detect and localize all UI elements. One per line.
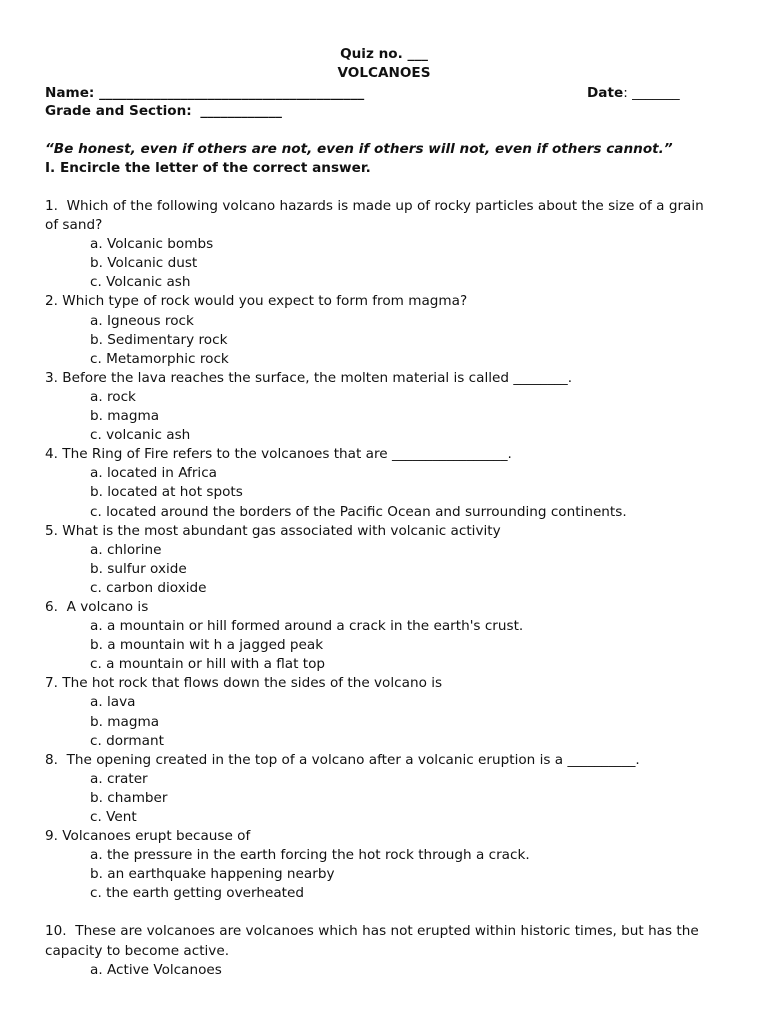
answer-option[interactable]: c. carbon dioxide: [90, 579, 207, 596]
question-item: [45, 827, 735, 903]
answer-option[interactable]: b. a mountain wit h a jagged peak: [90, 637, 324, 654]
question-item: [45, 522, 735, 598]
question-stem: 3. Before the lava reaches the surface, the molten material is called ________.: [45, 369, 573, 386]
answer-option[interactable]: c. located around the borders of the Pacific Ocean and surrounding continents.: [90, 503, 627, 520]
answer-option[interactable]: a. located in Africa: [90, 465, 217, 482]
quiz-topic-title: VOLCANOES: [337, 65, 431, 81]
answer-option[interactable]: a. Volcanic bombs: [90, 236, 214, 253]
answer-option[interactable]: c. dormant: [90, 732, 164, 749]
question-item: [45, 903, 735, 979]
date-blank: : _______: [623, 85, 680, 101]
question-stem: 10. These are volcanoes are volcanoes which has not erupted within historic times, but has the: [45, 923, 699, 940]
answer-option[interactable]: a. a mountain or hill formed around a crack in the earth's crust.: [90, 618, 524, 635]
grade-section-label: Grade and Section:: [45, 103, 192, 119]
answer-option[interactable]: a. chlorine: [90, 541, 162, 558]
section-instruction: I. Encircle the letter of the correct answer.: [45, 160, 371, 176]
answer-option[interactable]: c. a mountain or hill with a flat top: [90, 656, 326, 673]
question-list: [45, 197, 735, 980]
question-stem: of sand?: [45, 217, 103, 234]
answer-option[interactable]: a. lava: [90, 694, 136, 711]
question-stem: 5. What is the most abundant gas associated with volcanic activity: [45, 522, 501, 539]
quiz-number-label: Quiz no. ___: [340, 46, 428, 62]
question-stem: 6. A volcano is: [45, 598, 149, 615]
question-item: [45, 445, 735, 521]
answer-option[interactable]: b. magma: [90, 408, 160, 425]
question-item: [45, 598, 735, 674]
answer-option[interactable]: c. Metamorphic rock: [90, 350, 229, 367]
answer-option[interactable]: c. Volcanic ash: [90, 274, 191, 291]
answer-option[interactable]: b. Sedimentary rock: [90, 331, 228, 348]
grade-section-blank-line: ____________: [200, 103, 282, 119]
answer-option[interactable]: c. the earth getting overheated: [90, 885, 304, 902]
date-label: Date: [587, 85, 624, 101]
answer-option[interactable]: c. Vent: [90, 809, 137, 825]
answer-option[interactable]: b. Volcanic dust: [90, 255, 198, 272]
question-item: [45, 292, 735, 368]
answer-option[interactable]: b. an earthquake happening nearby: [90, 866, 335, 883]
answer-option[interactable]: a. the pressure in the earth forcing the hot rock through a crack.: [90, 847, 530, 864]
question-spacer: [45, 903, 735, 922]
question-stem: 8. The opening created in the top of a volcano after a volcanic eruption is a __________.: [45, 751, 640, 768]
question-stem: 1. Which of the following volcano hazards is made up of rocky particles about the size of a grain: [45, 198, 704, 214]
answer-option[interactable]: b. magma: [90, 713, 160, 730]
question-item: [45, 197, 735, 292]
answer-option[interactable]: b. chamber: [90, 789, 168, 806]
date-field: [587, 84, 680, 102]
answer-option[interactable]: a. rock: [90, 388, 136, 405]
question-stem: capacity to become active.: [45, 942, 230, 959]
question-item: [45, 751, 735, 827]
answer-option[interactable]: c. volcanic ash: [90, 427, 191, 444]
question-stem: 9. Volcanoes erupt because of: [45, 828, 251, 845]
name-field-label: Name: _______________________________________: [45, 85, 365, 101]
answer-option[interactable]: b. located at hot spots: [90, 484, 243, 501]
question-stem: 4. The Ring of Fire refers to the volcanoes that are _________________.: [45, 446, 512, 463]
grade-section-field: [45, 102, 282, 120]
question-stem: 7. The hot rock that flows down the sides of the volcano is: [45, 675, 443, 692]
answer-option[interactable]: a. Active Volcanoes: [90, 961, 222, 978]
question-stem: 2. Which type of rock would you expect to form from magma?: [45, 293, 468, 310]
honesty-quote: “Be honest, even if others are not, even if others will not, even if others cannot.”: [45, 141, 673, 157]
answer-option[interactable]: a. crater: [90, 770, 148, 787]
answer-option[interactable]: a. Igneous rock: [90, 312, 194, 329]
answer-option[interactable]: b. sulfur oxide: [90, 560, 187, 577]
question-item: [45, 369, 735, 445]
question-item: [45, 674, 735, 750]
